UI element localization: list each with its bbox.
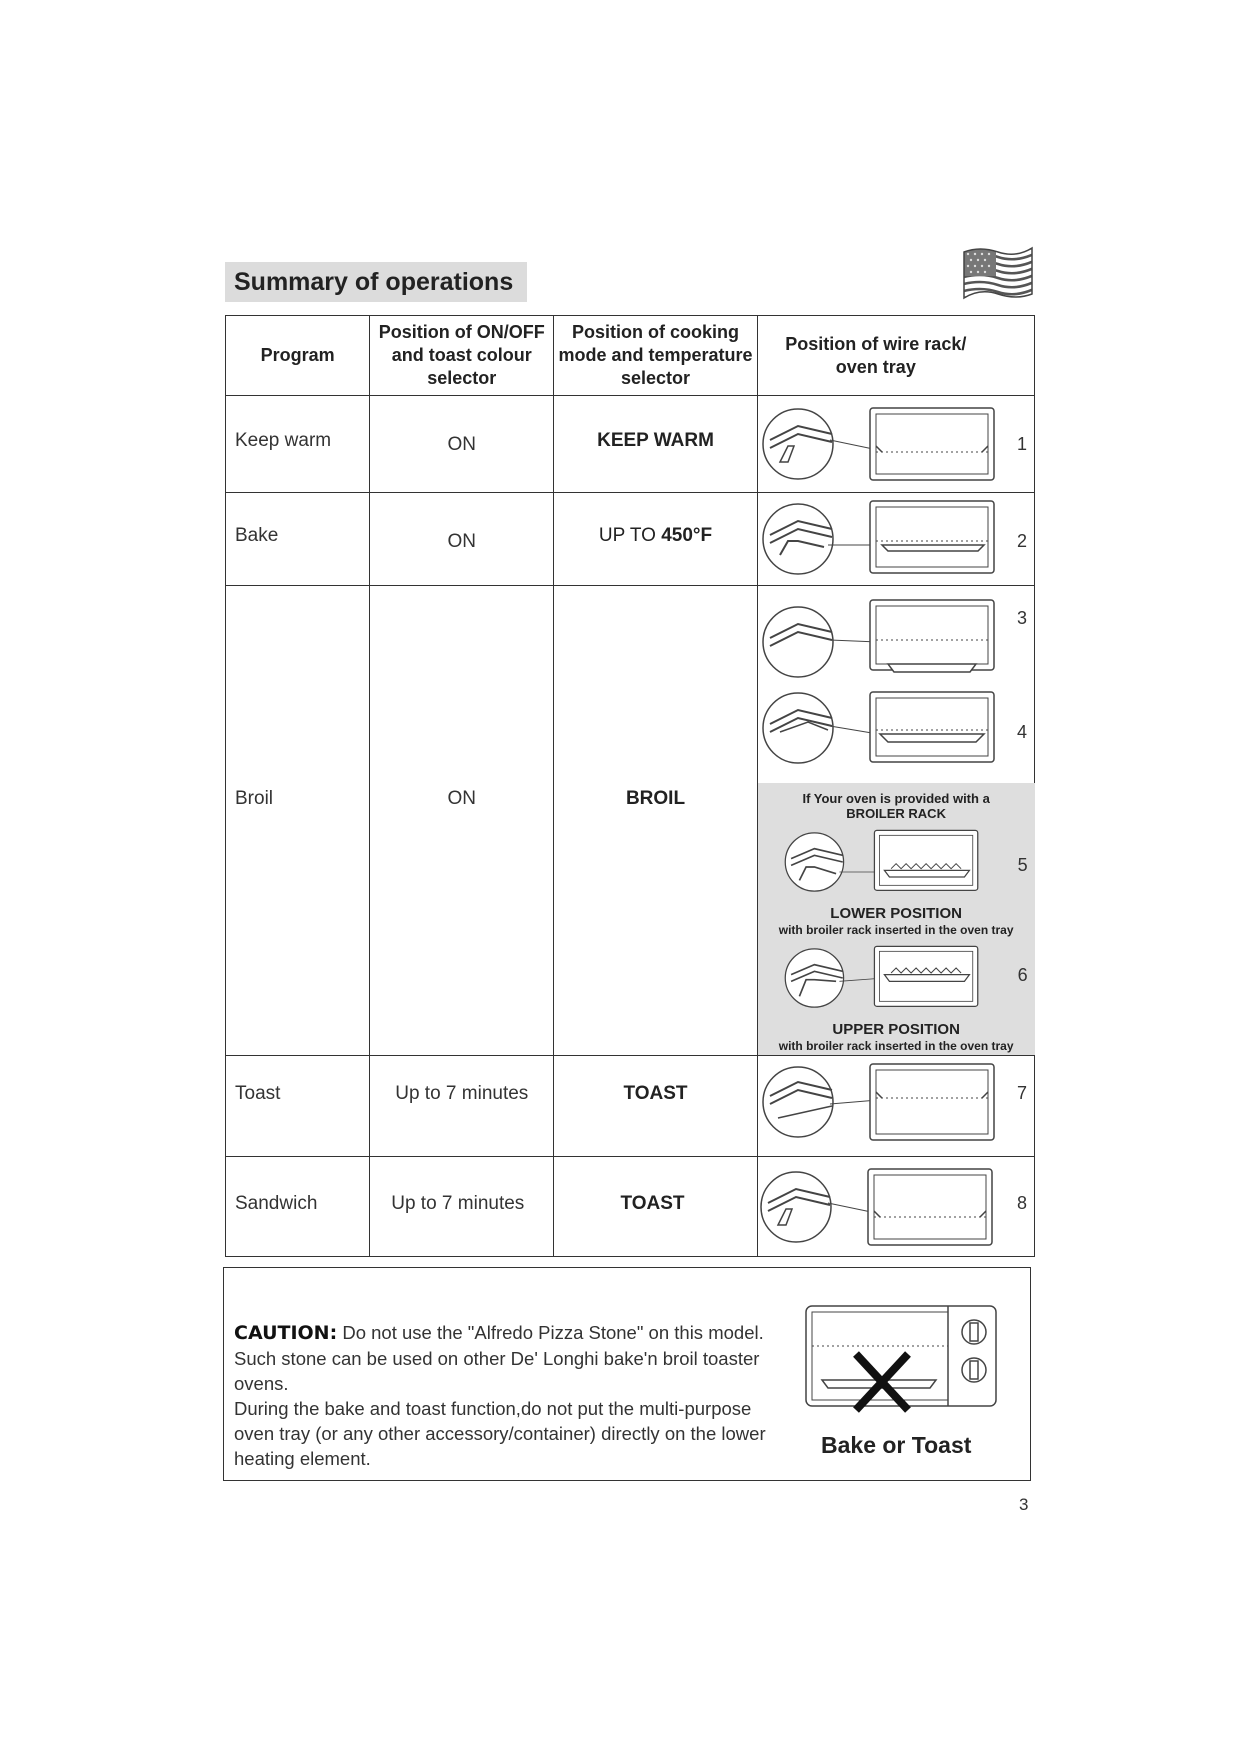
caution-line-3: During the bake and toast function,do not put the multi-purpose oven tray (or any other accessory/container) directly on the lower heating element. (234, 1398, 766, 1469)
program-name: Keep warm (235, 430, 332, 451)
figure-number: 8 (1016, 1193, 1027, 1213)
broiler-upper-diagram-icon (758, 943, 1035, 1023)
rack-position-figure (758, 827, 1035, 907)
caution-text (234, 1320, 774, 1471)
figure-number: 3 (1016, 608, 1027, 628)
caution-line-1: Do not use the "Alfredo Pizza Stone" on this model. (342, 1322, 764, 1343)
rack-position-figure (758, 1058, 1035, 1154)
program-name: Broil (235, 788, 274, 809)
program-name: Bake (235, 525, 279, 546)
caution-box (223, 1267, 1031, 1481)
broiler-rack-panel (758, 783, 1035, 1055)
broiler-lower-diagram-icon (758, 827, 1035, 907)
mode-value: TOAST (620, 1193, 685, 1214)
bake-or-toast-label: Bake or Toast (821, 1432, 972, 1458)
header-onoff: Position of ON/OFF and toast colour selector (370, 316, 554, 396)
figure-number: 2 (1016, 531, 1027, 551)
header-program: Program (226, 316, 370, 396)
selector-value: ON (447, 531, 477, 552)
table-header-row (226, 316, 1035, 396)
selector-value: ON (447, 788, 477, 809)
figure-number: 5 (1017, 855, 1028, 875)
table-row (226, 1056, 1035, 1157)
oven-rack-diagram-icon (758, 396, 1035, 492)
selector-value: ON (447, 434, 477, 455)
selector-value: Up to 7 minutes (391, 1193, 525, 1214)
mode-prefix: UP TO (598, 525, 656, 546)
mode-value: KEEP WARM (597, 430, 714, 451)
figure-number: 4 (1016, 722, 1027, 742)
lower-position-sub: with broiler rack inserted in the oven tray (778, 923, 1014, 937)
operations-table (225, 315, 1035, 1257)
rack-position-figure (758, 1159, 1035, 1255)
program-name: Toast (235, 1083, 281, 1104)
page-number: 3 (1019, 1495, 1029, 1514)
rack-position-figure (758, 493, 1035, 589)
page-title: Summary of operations (234, 268, 514, 296)
mode-value (554, 525, 756, 547)
table-row (226, 1157, 1035, 1257)
rack-position-figure (758, 396, 1035, 492)
table-row (226, 493, 1035, 586)
caution-word: CAUTION: (234, 1322, 338, 1344)
upper-position-sub: with broiler rack inserted in the oven tray (778, 1039, 1014, 1053)
lower-position-label: LOWER POSITION (830, 905, 962, 922)
figure-number: 1 (1016, 434, 1027, 454)
section-title-box (225, 262, 527, 302)
program-name: Sandwich (235, 1193, 318, 1214)
oven-no-tray-diagram-icon (804, 1304, 999, 1420)
mode-value: TOAST (623, 1083, 688, 1104)
caution-line-2: Such stone can be used on other De' Longhi bake'n broil toaster ovens. (234, 1348, 760, 1394)
rack-position-figure (758, 594, 1035, 686)
us-flag-icon (960, 238, 1036, 306)
header-rack: Position of wire rack/ oven tray (757, 316, 1034, 396)
table-row (226, 586, 1035, 1056)
mode-value: BROIL (625, 788, 686, 809)
oven-rack-diagram-icon (758, 1058, 1035, 1154)
oven-rack-diagram-icon (758, 686, 1035, 782)
upper-position-label: UPPER POSITION (832, 1021, 960, 1038)
oven-rack-diagram-icon (758, 594, 1035, 690)
mode-temperature: 450°F (661, 525, 713, 546)
rack-position-figure (758, 943, 1035, 1023)
header-mode: Position of cooking mode and temperature selector (554, 316, 757, 396)
table-row (226, 396, 1035, 493)
broiler-panel-heading: If Your oven is provided with a BROILER RACK (802, 791, 990, 821)
oven-rack-diagram-icon (758, 1159, 1035, 1255)
rack-position-figure (758, 686, 1035, 778)
figure-number: 6 (1017, 965, 1028, 985)
selector-value: Up to 7 minutes (395, 1083, 529, 1104)
oven-tray-diagram-icon (758, 493, 1035, 589)
figure-number: 7 (1016, 1083, 1027, 1103)
